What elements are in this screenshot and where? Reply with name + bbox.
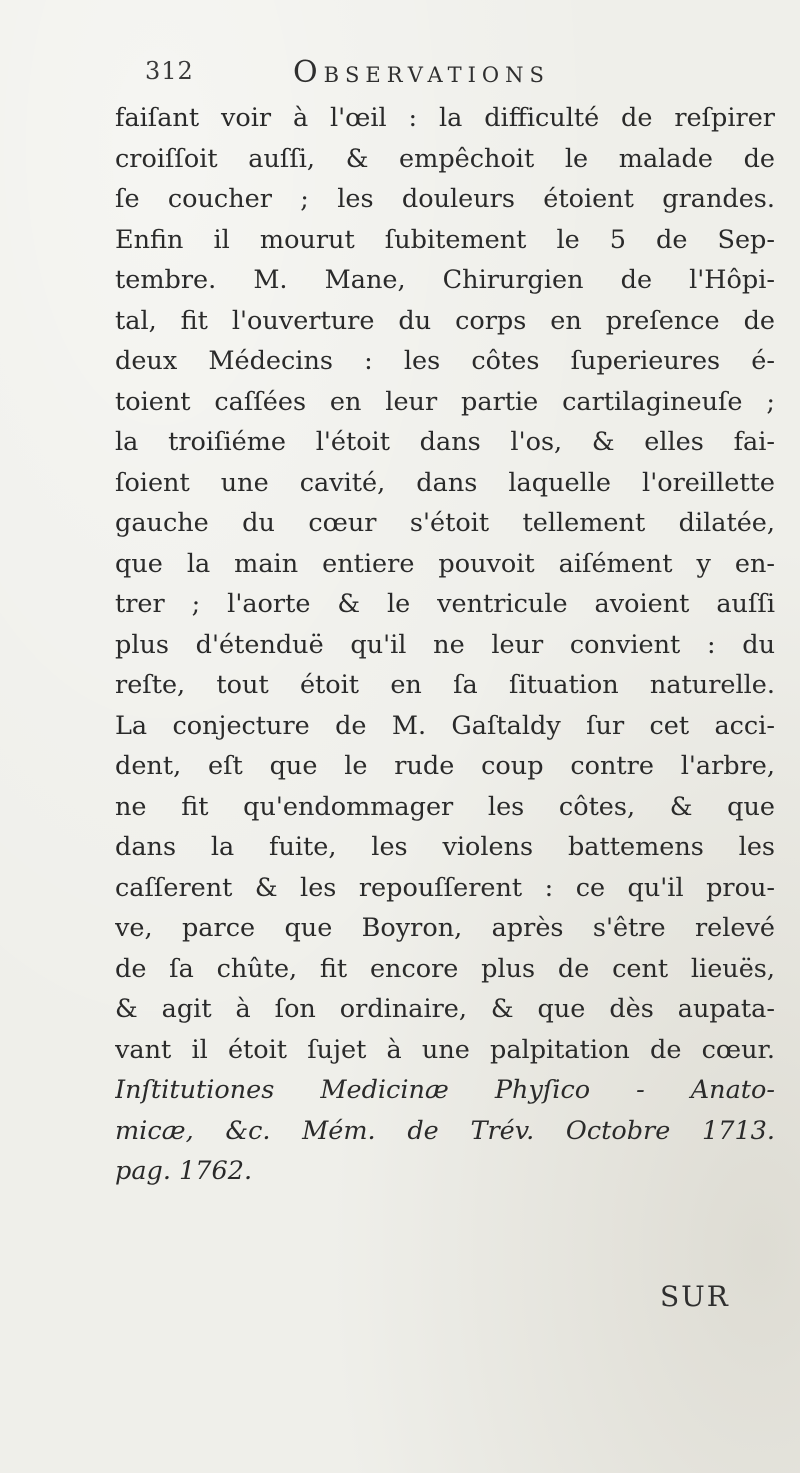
text-line: ſe coucher ; les douleurs étoient grandes. bbox=[115, 184, 775, 214]
page-header bbox=[145, 55, 765, 95]
running-head: Observations bbox=[293, 55, 550, 90]
text-line: deux Médecins : les côtes ſuperieures é- bbox=[115, 346, 775, 376]
text-line: plus d'étenduë qu'il ne leur convient : du bbox=[115, 629, 775, 660]
text-line: dent, eſt que le rude coup contre l'arbre, bbox=[115, 751, 775, 781]
text-line: croiſſoit auſſi, & empêchoit le malade de bbox=[115, 143, 775, 174]
text-line: dans la fuite, les violens battemens les bbox=[115, 832, 775, 862]
text-line: tembre. M. Mane, Chirurgien de l'Hôpi- bbox=[115, 265, 775, 295]
text-line: & agit à ſon ordinaire, & que dès aupata- bbox=[115, 994, 775, 1024]
text-line: tal, fit l'ouverture du corps en preſence de bbox=[115, 305, 775, 336]
text-line: caſſerent & les repouſſerent : ce qu'il prou- bbox=[115, 872, 775, 903]
text-line: ſoient une cavité, dans laquelle l'oreillette bbox=[115, 467, 775, 498]
body-text bbox=[115, 98, 775, 1192]
citation-line: pag. 1762. bbox=[115, 1156, 253, 1186]
text-line: ne fit qu'endommager les côtes, & que bbox=[115, 791, 775, 822]
text-line: Enfin il mourut ſubitement le 5 de Sep- bbox=[115, 224, 775, 255]
text-line: vant il étoit ſujet à une palpitation de cœur. bbox=[115, 1034, 775, 1065]
text-line: ve, parce que Boyron, après s'être relevé bbox=[115, 913, 775, 943]
text-line: La conjecture de M. Gaſtaldy ſur cet acci- bbox=[115, 710, 775, 741]
text-line: que la main entiere pouvoit aiſément y en- bbox=[115, 548, 775, 579]
page-number: 312 bbox=[145, 57, 194, 85]
text-line: faiſant voir à l'œil : la difficulté de reſpirer bbox=[115, 103, 775, 133]
catchword: SUR bbox=[660, 1280, 730, 1313]
text-line: la troiſiéme l'étoit dans l'os, & elles fai- bbox=[115, 427, 775, 457]
text-line: gauche du cœur s'étoit tellement dilatée, bbox=[115, 508, 775, 538]
text-line: trer ; l'aorte & le ventricule avoient auſſi bbox=[115, 589, 775, 619]
text-line: toient caſſées en leur partie cartilagineuſe ; bbox=[115, 386, 775, 417]
text-line: de ſa chûte, fit encore plus de cent lieuës, bbox=[115, 953, 775, 984]
citation-line: Inſtitutiones Medicinæ Phyſico - Anato- bbox=[115, 1075, 775, 1105]
citation-line: micæ, &c. Mém. de Trév. Octobre 1713. bbox=[115, 1115, 775, 1146]
text-line: reſte, tout étoit en ſa ſituation naturelle. bbox=[115, 670, 775, 700]
